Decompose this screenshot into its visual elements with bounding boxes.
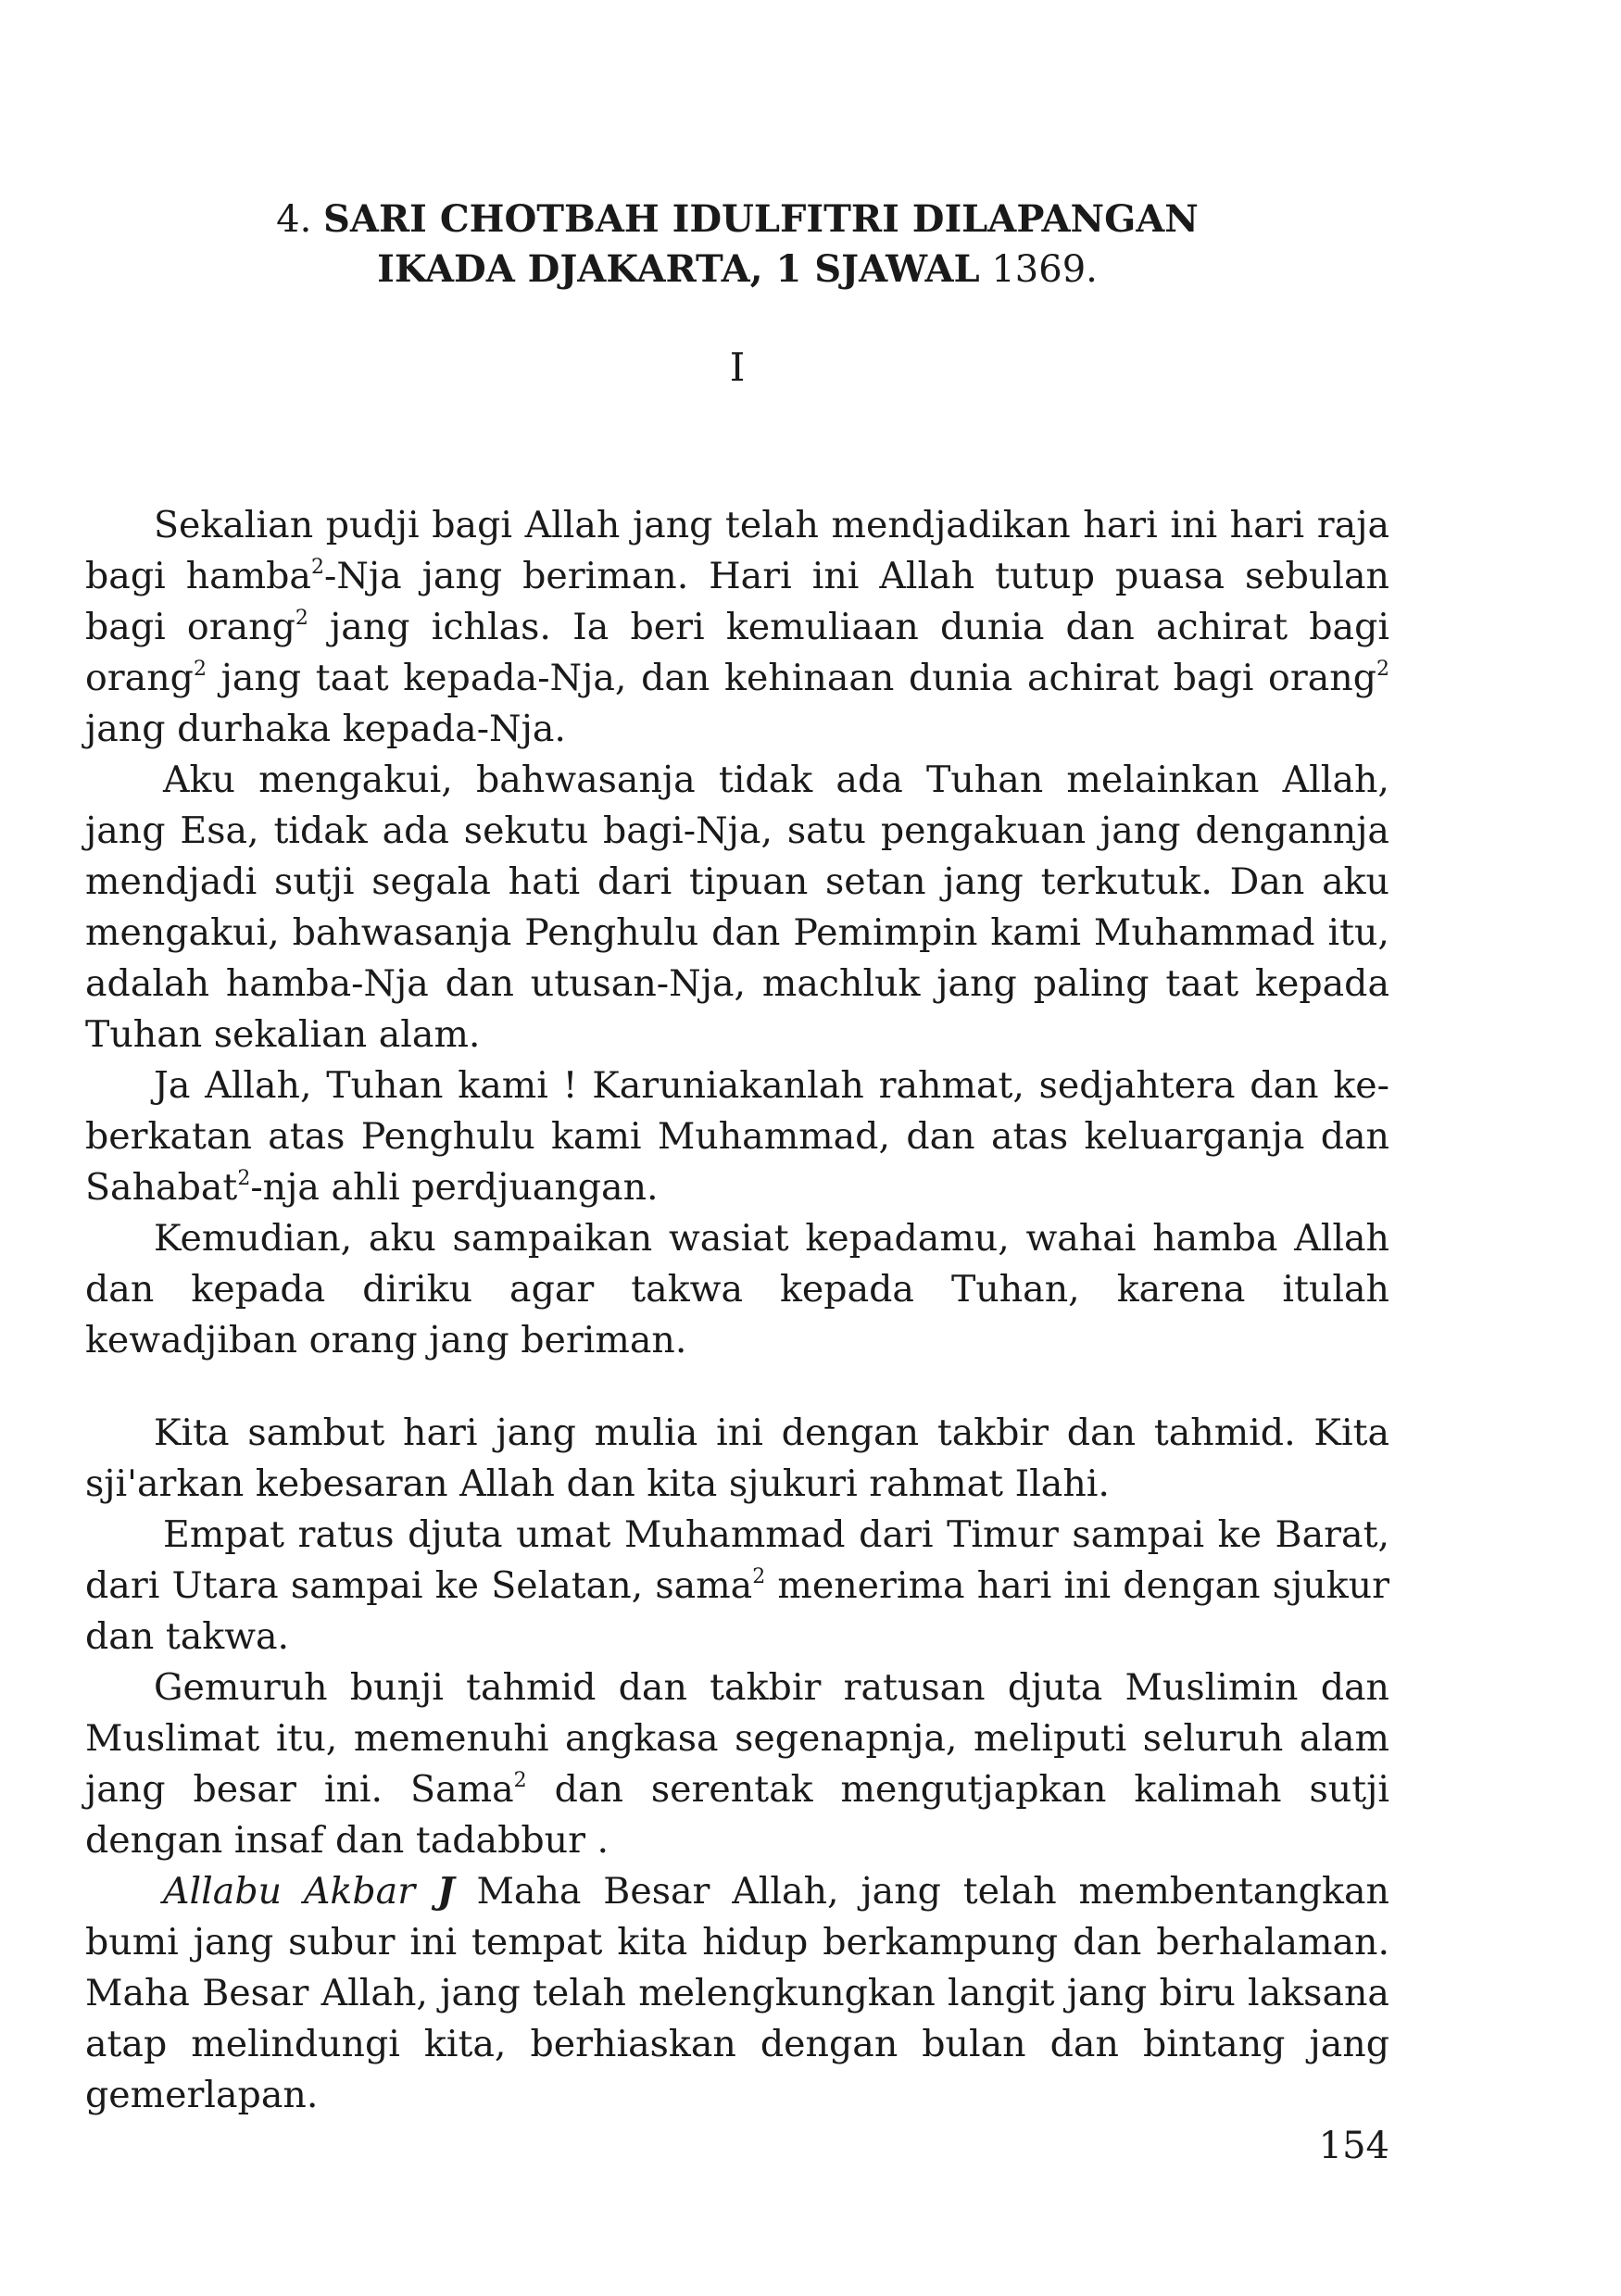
heading-line-2: IKADA DJAKARTA, 1 SJAWAL bbox=[377, 247, 980, 291]
paragraph-5: Kita sambut hari jang mulia ini dengan takbir dan tahmid. Kita sji'arkan kebesaran Allah dan kita sjukuri rahmat Ilahi. bbox=[85, 1411, 1389, 1505]
page-number: 154 bbox=[1318, 2125, 1389, 2167]
paragraph-1: Sekalian pudji bagi Allah jang telah mendjadikan hari ini hari raja bagi hamba$^2$-Nja jang beriman. Hari ini Allah tutup puasa sebulan bagi orang$^2$ jang ichlas. Ia beri kemuliaan dunia dan achirat bagi orang$^2$ jang taat kepada-Nja, dan kehinaan dunia achirat bagi orang$^2$ jang durhaka kepada-Nja. bbox=[85, 504, 1389, 750]
paragraph-2: Aku mengakui, bahwasanja tidak ada Tuhan melainkan Allah, jang Esa, tidak ada sekutu bagi-Nja, satu pengakuan jang dengannja mendjadi sutji segala hati dari tipuan setan jang terkutuk. Dan aku mengakui, bahwasanja Penghulu dan Pemimpin kami Muhammad itu, adalah hamba-Nja dan utusan-Nja, machluk jang paling taat kepada Tuhan sekalian alam. bbox=[85, 759, 1389, 1056]
heading-number: 4. bbox=[276, 198, 312, 241]
paragraph-3: Ja Allah, Tuhan kami ! Karuniakanlah rahmat, sedjahtera dan keberkatan atas Penghulu kami Muhammad, dan atas keluarganja dan Sahabat$^2$-nja ahli perdjuangan. bbox=[85, 1064, 1389, 1209]
heading-line-1: SARI CHOTBAH IDULFITRI DILAPANGAN bbox=[323, 197, 1199, 241]
paragraph-8: Allabu Akbar J Maha Besar Allah, jang telah membentangkan bumi jang subur ini tempat kita hidup berkampung dan berhalaman. Maha Besar Allah, jang telah melengkungkan langit jang biru laksana atap melindungi kita, berhiaskan dengan bulan dan bintang jang gemerlapan. bbox=[85, 1870, 1389, 2116]
heading-year: 1369. bbox=[991, 248, 1098, 291]
chapter-heading bbox=[85, 194, 1389, 295]
paragraph-4: Kemudian, aku sampaikan wasiat kepadamu, wahai hamba Allah dan kepada diriku agar takwa kepada Tuhan, karena itulah kewadjiban orang jang beriman. bbox=[85, 1217, 1389, 1361]
text-block-takbir bbox=[85, 1408, 1389, 2121]
bold-italic-letter: J bbox=[436, 1870, 455, 1913]
text-block-opening bbox=[85, 500, 1389, 1366]
italic-phrase: Allabu Akbar bbox=[163, 1870, 416, 1913]
paragraph-7: Gemuruh bunji tahmid dan takbir ratusan djuta Muslimin dan Muslimat itu, memenuhi angkasa segenapnja, meliputi seluruh alam jang besar ini. Sama$^2$ dan serentak mengutjapkan kalimah sutji dengan insaf dan tadabbur . bbox=[85, 1666, 1389, 1862]
document-page bbox=[85, 0, 1389, 2296]
paragraph-6: Empat ratus djuta umat Muhammad dari Timur sampai ke Barat, dari Utara sampai ke Selatan, sama$^2$ menerima hari ini dengan sjukur dan takwa. bbox=[85, 1513, 1389, 1658]
section-numeral: I bbox=[729, 345, 746, 390]
